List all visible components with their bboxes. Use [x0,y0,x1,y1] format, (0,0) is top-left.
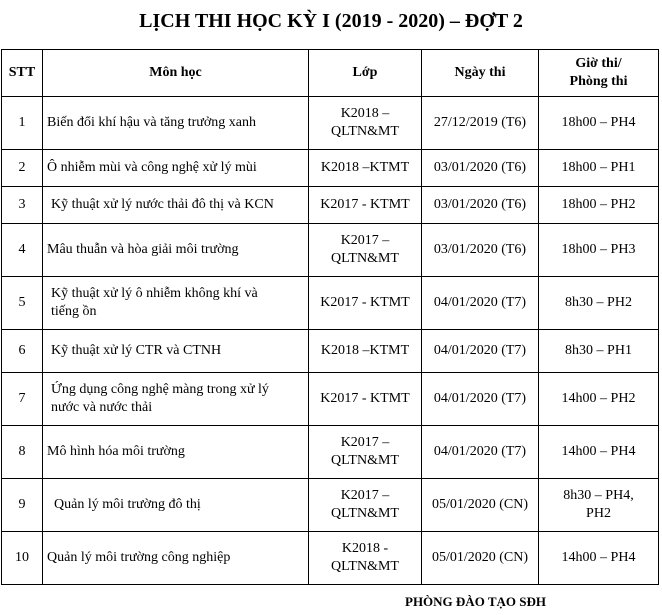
cell-time-room: 18h00 – PH2 [539,187,659,224]
cell-class [309,479,422,532]
table-row [2,97,659,150]
cell-date: 04/01/2020 (T7) [422,277,539,330]
cell-class: K2017 - KTMT [309,277,422,330]
cell-date: 04/01/2020 (T7) [422,426,539,479]
exam-schedule-table [1,49,659,585]
cell-stt: 9 [2,479,43,532]
cell-subject-line2: nước và nước thải [51,400,153,415]
cell-class [309,532,422,585]
cell-stt: 3 [2,187,43,224]
cell-class: K2017 - KTMT [309,187,422,224]
cell-date: 04/01/2020 (T7) [422,373,539,426]
cell-date: 03/01/2020 (T6) [422,150,539,187]
cell-subject-line1: Kỹ thuật xử lý ô nhiễm không khí và [51,286,258,301]
table-header-row [2,50,659,97]
cell-class: K2018 –KTMT [309,150,422,187]
cell-class-line1: K2017 – [340,233,390,248]
cell-time-room: 14h00 – PH4 [539,532,659,585]
cell-date: 03/01/2020 (T6) [422,224,539,277]
cell-date: 27/12/2019 (T6) [422,97,539,150]
cell-class-line1: K2018 - [341,541,389,556]
header-date: Ngày thi [422,50,539,97]
header-time-room [539,50,659,97]
cell-date: 05/01/2020 (CN) [422,479,539,532]
cell-class-line2: QLTN&MT [331,251,399,266]
cell-stt: 4 [2,224,43,277]
table-row [2,479,659,532]
footer-department: PHÒNG ĐÀO TẠO SĐH [405,594,546,609]
cell-class [309,426,422,479]
table-row [2,187,659,224]
cell-subject: Mô hình hóa môi trường [43,426,309,479]
cell-stt: 1 [2,97,43,150]
cell-subject [43,373,309,426]
table-row [2,373,659,426]
header-stt: STT [2,50,43,97]
header-time-line2: Phòng thi [569,74,628,89]
cell-subject-line1: Ứng dụng công nghệ màng trong xử lý [51,382,269,397]
cell-time-line1: 8h30 – PH4, [563,488,634,503]
cell-class: K2018 –KTMT [309,330,422,373]
cell-stt: 2 [2,150,43,187]
cell-date: 03/01/2020 (T6) [422,187,539,224]
header-class: Lớp [309,50,422,97]
page-title: LỊCH THI HỌC KỲ I (2019 - 2020) – ĐỢT 2 [139,10,523,32]
cell-stt: 6 [2,330,43,373]
cell-date: 04/01/2020 (T7) [422,330,539,373]
cell-class-line1: K2018 – [340,106,390,121]
cell-subject: Ô nhiễm mùi và công nghệ xử lý mùi [43,150,309,187]
cell-stt: 5 [2,277,43,330]
cell-stt: 8 [2,426,43,479]
table-row [2,532,659,585]
header-time-line1: Giờ thi/ [575,56,622,71]
table-row [2,330,659,373]
cell-subject: Kỹ thuật xử lý nước thải đô thị và KCN [43,187,309,224]
cell-stt: 7 [2,373,43,426]
cell-class: K2017 - KTMT [309,373,422,426]
cell-time-room [539,479,659,532]
cell-subject: Biến đổi khí hậu và tăng trưởng xanh [43,97,309,150]
header-subject: Môn học [43,50,309,97]
cell-time-room: 14h00 – PH2 [539,373,659,426]
cell-time-room: 18h00 – PH1 [539,150,659,187]
cell-subject: Quản lý môi trường công nghiệp [43,532,309,585]
cell-time-room: 18h00 – PH4 [539,97,659,150]
cell-subject: Quản lý môi trường đô thị [43,479,309,532]
cell-class [309,97,422,150]
cell-time-room: 8h30 – PH1 [539,330,659,373]
cell-stt: 10 [2,532,43,585]
cell-class-line1: K2017 – [340,435,390,450]
cell-subject: Mâu thuẫn và hòa giải môi trường [43,224,309,277]
cell-class-line2: QLTN&MT [331,506,399,521]
table-row [2,277,659,330]
cell-class [309,224,422,277]
table-row [2,426,659,479]
cell-subject-line2: tiếng ồn [51,304,97,319]
table-row [2,224,659,277]
cell-subject [43,277,309,330]
cell-time-room: 14h00 – PH4 [539,426,659,479]
cell-subject: Kỹ thuật xử lý CTR và CTNH [43,330,309,373]
cell-date: 05/01/2020 (CN) [422,532,539,585]
cell-class-line1: K2017 – [340,488,390,503]
cell-class-line2: QLTN&MT [331,559,399,574]
cell-time-line2: PH2 [586,506,611,521]
cell-time-room: 18h00 – PH3 [539,224,659,277]
table-row [2,150,659,187]
cell-class-line2: QLTN&MT [331,453,399,468]
cell-class-line2: QLTN&MT [331,124,399,139]
cell-time-room: 8h30 – PH2 [539,277,659,330]
